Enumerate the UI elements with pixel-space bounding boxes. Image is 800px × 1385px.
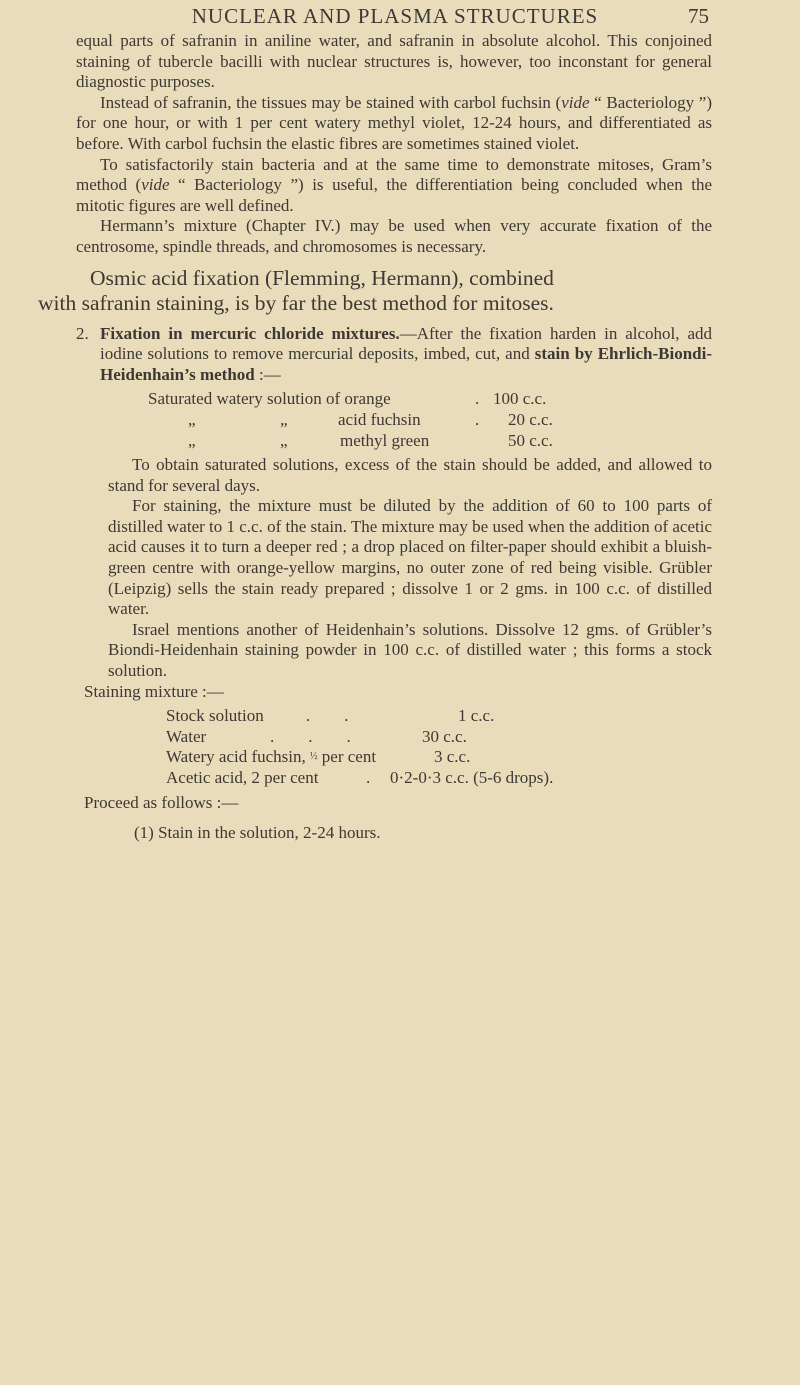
running-header: NUCLEAR AND PLASMA STRUCTURES	[191, 4, 599, 28]
step-1: (1) Stain in the solution, 2-24 hours.	[134, 823, 381, 843]
table-row	[148, 410, 628, 431]
heading-line: Osmic acid fixation (Flemming, Hermann), combined	[90, 265, 554, 290]
paragraph	[108, 496, 712, 620]
page-number: 75	[688, 4, 709, 28]
paragraph-text: Instead of safranin, the tissues may be stained with carbol fuchsin (	[100, 92, 562, 112]
leader-dots: . . .	[270, 726, 351, 746]
paragraph	[76, 216, 712, 257]
numbered-item	[76, 324, 712, 386]
bold-title: Fixation in mercuric chloride mixtures.	[100, 323, 400, 343]
row-label: Acetic acid, 2 per cent	[166, 768, 319, 787]
paragraph-text: Hermann’s mixture (Chapter IV.) may be used when very accurate fixation of the centrosome, spindle threads, and chromosomes is necessary.	[76, 216, 712, 256]
stain-formula-table	[148, 389, 628, 451]
row-label: Watery acid fuchsin,	[166, 747, 306, 767]
paragraph	[108, 455, 712, 496]
table-row	[166, 727, 686, 748]
italic-vide: vide	[141, 175, 170, 195]
row-value: 3 c.c.	[434, 747, 471, 767]
row-label: Saturated watery solution of orange	[148, 389, 391, 409]
paragraph-text: To satisfactorily stain bacteria and at the same time to demonstrate mitoses, Gram’s method (	[76, 154, 712, 195]
row-value: 0·2-0·3 c.c. (5-6 drops).	[390, 768, 554, 787]
paragraph-text: To obtain saturated solutions, excess of the stain should be added, and allowed to stand for several days.	[108, 455, 712, 495]
section-heading	[38, 266, 768, 316]
table-row	[148, 389, 628, 410]
row-value: 50 c.c.	[508, 430, 553, 450]
table-row	[166, 768, 686, 789]
paragraph-text: equal parts of safranin in aniline water, and safranin in absolute alcohol. This conjoined staining of tubercle bacilli with nuclear structures is, however, too inconstant for general diagnostic purposes.	[76, 31, 712, 92]
row-label: per cent	[321, 747, 377, 767]
fraction: ½	[310, 751, 318, 763]
leader-dot: .	[366, 768, 371, 787]
paragraph	[108, 620, 712, 682]
ditto-mark: „	[280, 430, 288, 450]
row-label: Water	[166, 726, 207, 746]
page-body	[38, 31, 713, 844]
item-text: —After the fixation harden in alcohol, add iodine solutions to remove mercurial deposits, imbed, cut, and	[100, 323, 712, 364]
table-row	[166, 706, 686, 727]
leader-dot: .	[475, 409, 480, 429]
paragraph-text: For staining, the mixture must be diluted by the addition of 60 to 100 parts of distilled water to 1 c.c. of the stain. The mixture may be used when the addition of acetic acid causes it to turn a deeper red ; a drop placed on filter-paper should exhibit a bluish-green centre with orange-yellow margins, no outer zone of red being visible. Grübler (Leipzig) sells the stain ready prepared ; dissolve 1 or 2 gms. in 100 c.c. of distilled water.	[108, 496, 712, 619]
bold-method: stain by Ehrlich-Biondi-Heidenhain’s method	[100, 344, 712, 384]
staining-mixture-label: Staining mixture :—	[84, 681, 224, 701]
paragraph-text: Israel mentions another of Heidenhain’s solutions. Dissolve 12 gms. of Grübler’s Biondi-Heidenhain staining powder in 100 c.c. of distilled water ; this forms a stock solution.	[108, 619, 712, 681]
leader-dots: . .	[306, 706, 349, 726]
staining-mixture-table	[166, 706, 686, 788]
ditto-mark: „	[188, 430, 196, 450]
row-value: 1 c.c.	[458, 706, 495, 726]
heading-line: with safranin staining, is by far the best method for mitoses.	[38, 290, 554, 315]
paragraph-text: “ Bacteriology ”) for one hour, or with 1 per cent watery methyl violet, 12-24 hours, and differentiated as before. With carbol fuchsin the elastic fibres are sometimes stained violet.	[76, 92, 713, 153]
table-row	[148, 431, 628, 452]
ditto-mark: „	[280, 409, 288, 429]
row-value: 20 c.c.	[508, 409, 553, 429]
italic-vide: vide	[561, 92, 590, 112]
row-label: Stock solution	[166, 706, 264, 726]
leader-dot: .	[475, 389, 480, 409]
row-label: acid fuchsin	[338, 409, 421, 429]
paragraph	[76, 93, 712, 155]
proceed-label: Proceed as follows :—	[84, 792, 239, 812]
row-label: methyl green	[340, 430, 430, 450]
paragraph	[76, 155, 712, 217]
row-value: 100 c.c.	[493, 389, 547, 409]
table-row	[166, 747, 686, 768]
paragraph-text: “ Bacteriology ”) is useful, the differentiation being concluded when the mitotic figures are well defined.	[76, 175, 712, 215]
row-value: 30 c.c.	[422, 726, 467, 746]
item-number: 2.	[76, 323, 89, 343]
ditto-mark: „	[188, 409, 196, 429]
paragraph	[76, 31, 712, 93]
item-text: :—	[254, 364, 281, 384]
